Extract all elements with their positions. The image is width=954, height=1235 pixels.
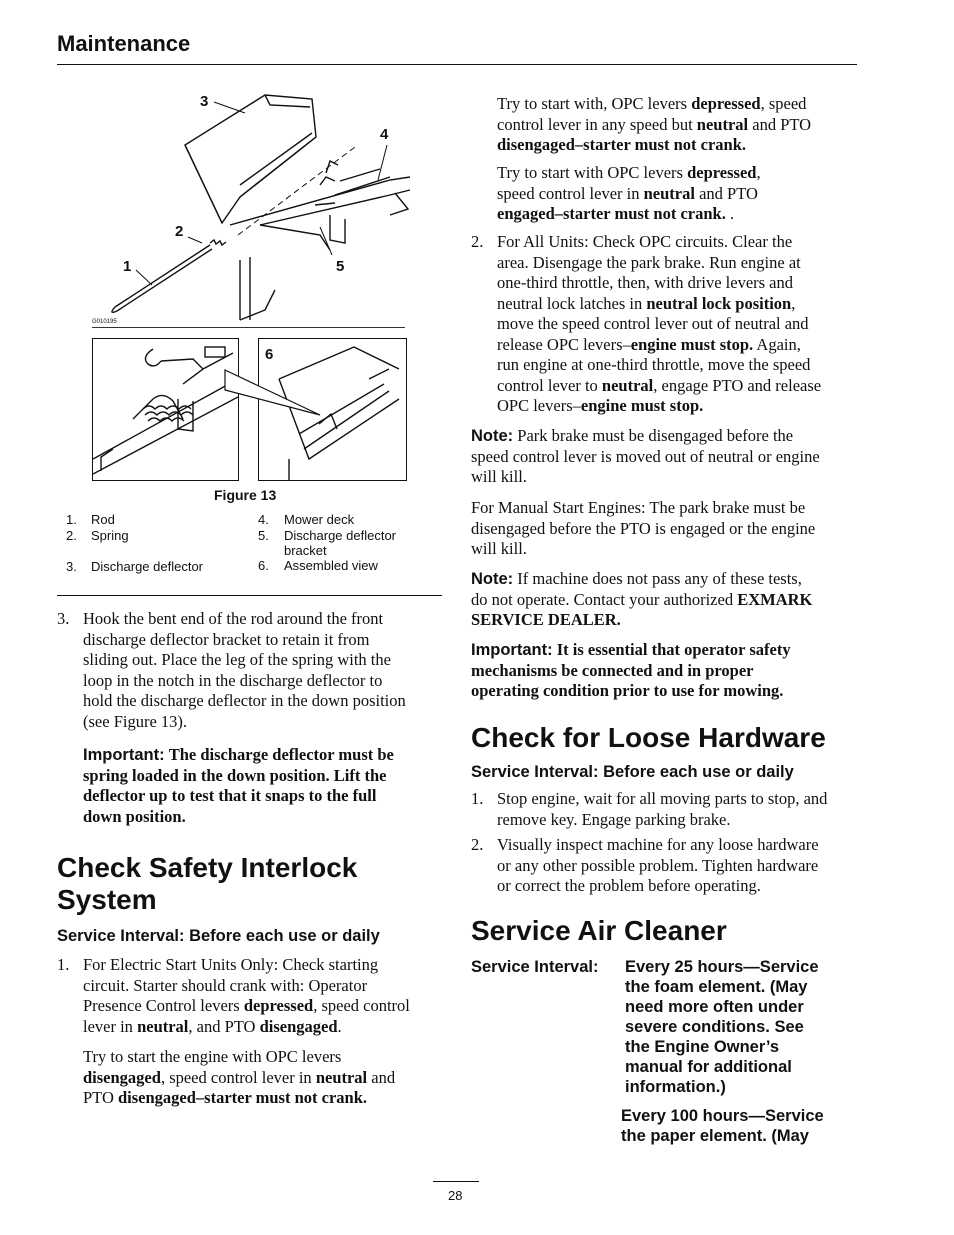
note-park-brake: Note: Park brake must be disengaged before the speed control lever is moved out of neutral or engine will kill. xyxy=(471,426,820,486)
legend-num-5: 5. xyxy=(258,528,269,543)
interlock-step-2-number: 2. xyxy=(471,232,484,251)
callout-3: 3 xyxy=(200,93,209,110)
interlock-step-1-number: 1. xyxy=(57,955,70,974)
callout-4: 4 xyxy=(380,126,389,143)
important-deflector: Important: The discharge deflector must be spring loaded in the down position. Lift the deflector up to test that it snaps to the full down position. xyxy=(83,745,394,826)
spring-detail-drawing xyxy=(93,339,238,480)
heading-air-cleaner: Service Air Cleaner xyxy=(471,915,727,946)
legend-mower-deck: Mower deck xyxy=(284,512,355,527)
legend-num-6: 6. xyxy=(258,558,269,573)
footer-rule xyxy=(433,1181,479,1182)
loose-step-2-number: 2. xyxy=(471,835,484,854)
figure-exploded-view xyxy=(90,85,450,325)
interlock-step-2-text: For All Units: Check OPC circuits. Clear the area. Disengage the park brake. Run engine at one-third throttle, then, with drive levers and neutral lock latches in neutral lock position, move the speed control lever out of neutral and release OPC levers–engine must stop. Again, run engine at one-third throttle, move the speed control lever to neutral, engage PTO and release OPC levers–engine must stop. xyxy=(497,232,822,415)
service-interval-air-25h: Every 25 hours—Service the foam element. (May need more often under severe conditions. See the Engine Owner’s manual for additional information.) xyxy=(625,958,819,1096)
section-title: Maintenance xyxy=(57,31,191,56)
manual-start-text: For Manual Start Engines: The park brake must be disengaged before the PTO is engaged or the engine will kill. xyxy=(471,498,816,558)
important-safety-mechanisms: Important: It is essential that operator safety mechanisms be connected and in proper operating condition prior to use for mowing. xyxy=(471,640,791,700)
legend-num-1: 1. xyxy=(66,512,77,527)
service-interval-interlock: Service Interval: Before each use or daily xyxy=(57,927,380,945)
interlock-step-1-text: For Electric Start Units Only: Check starting circuit. Starter should crank with: Operator Presence Control levers depressed, speed control lever in neutral, and PTO disengaged. xyxy=(83,955,410,1036)
detail-pointer xyxy=(220,350,330,430)
legend-assembled-view: Assembled view xyxy=(284,558,378,573)
heading-loose-hardware: Check for Loose Hardware xyxy=(471,722,826,753)
loose-step-2-text: Visually inspect machine for any loose hardware or any other possible problem. Tighten hardware or correct the problem before operating. xyxy=(497,835,819,895)
step-3-number: 3. xyxy=(57,609,70,628)
legend-num-2: 2. xyxy=(66,528,77,543)
heading-safety-interlock: Check Safety Interlock System xyxy=(57,852,358,915)
page-number: 28 xyxy=(448,1188,463,1203)
step-3-text: Hook the bent end of the rod around the front discharge deflector bracket to retain it from sliding out. Place the leg of the spring with the loop in the notch in the discharge deflector to hold the discharge deflector in the down position (see Figure 13). xyxy=(83,609,406,731)
figure-divider xyxy=(92,327,405,328)
legend-deflector-bracket-2: bracket xyxy=(284,543,327,558)
figure-title: Figure 13 xyxy=(214,487,277,503)
service-interval-loose: Service Interval: Before each use or daily xyxy=(471,763,794,781)
legend-num-4: 4. xyxy=(258,512,269,527)
service-interval-air-100h: Every 100 hours—Service the paper element. (May xyxy=(621,1107,824,1145)
header-rule xyxy=(57,64,857,65)
callout-1: 1 xyxy=(123,258,132,275)
interlock-try-2: Try to start with, OPC levers depressed, speed control lever in any speed but neutral and PTO disengaged–starter must not crank. xyxy=(497,94,812,154)
note-contact-dealer: Note: If machine does not pass any of these tests, do not operate. Contact your authorized EXMARK SERVICE DEALER. xyxy=(471,569,813,629)
legend-deflector-bracket: Discharge deflector xyxy=(284,528,396,543)
loose-step-1-number: 1. xyxy=(471,789,484,808)
legend-discharge-deflector: Discharge deflector xyxy=(91,559,203,574)
interlock-try-3: Try to start with OPC levers depressed, speed control lever in neutral and PTO engaged–starter must not crank. . xyxy=(497,163,761,223)
figure-code: G010195 xyxy=(92,319,117,325)
legend-rule xyxy=(57,595,442,596)
interlock-try-1: Try to start the engine with OPC levers disengaged, speed control lever in neutral and PTO disengaged–starter must not crank. xyxy=(83,1047,396,1107)
legend-spring: Spring xyxy=(91,528,129,543)
figure-detail-spring xyxy=(92,338,239,481)
deflector-exploded-drawing xyxy=(90,85,450,325)
loose-step-1-text: Stop engine, wait for all moving parts to stop, and remove key. Engage parking brake. xyxy=(497,789,828,829)
legend-rod: Rod xyxy=(91,512,115,527)
legend-num-3: 3. xyxy=(66,559,77,574)
service-interval-air-label: Service Interval: xyxy=(471,958,599,976)
callout-6: 6 xyxy=(265,346,274,363)
callout-2: 2 xyxy=(175,223,184,240)
callout-5: 5 xyxy=(336,258,345,275)
